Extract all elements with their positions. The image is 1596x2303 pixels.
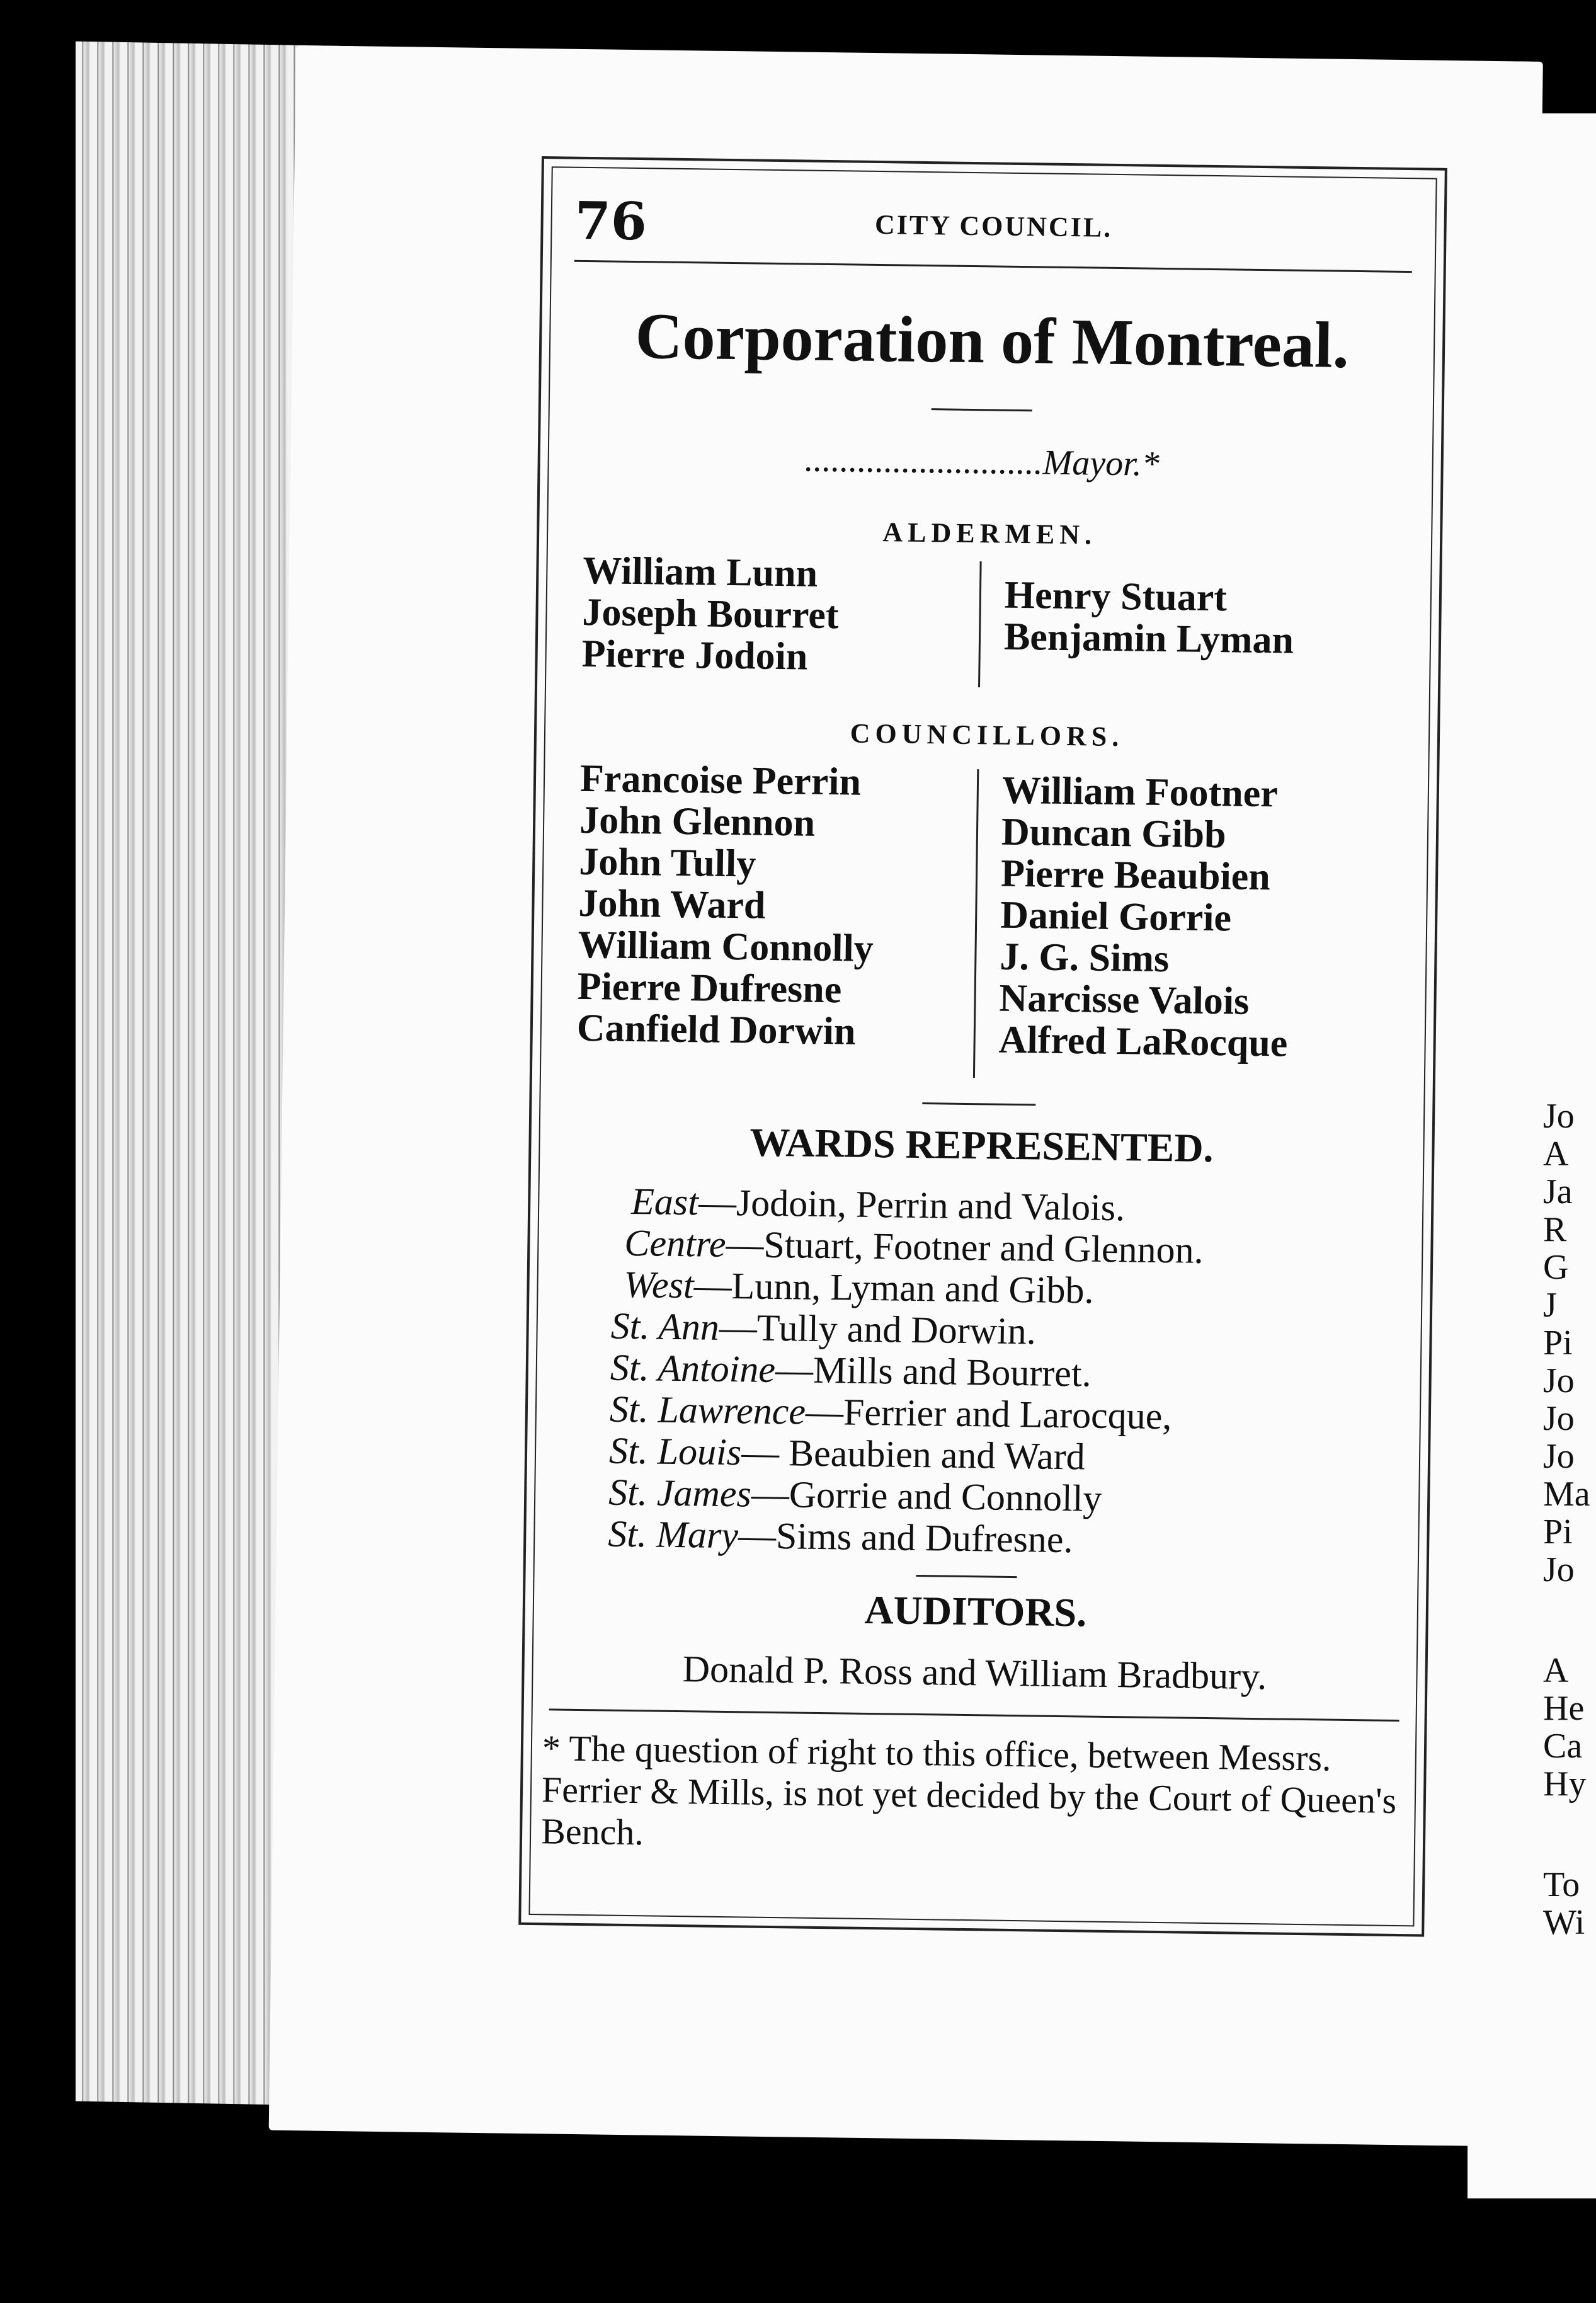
councillors-left-list <box>576 758 875 1053</box>
councillor-name: John Tully <box>578 840 756 886</box>
facing-page-fragment: A <box>1543 1134 1569 1174</box>
wards-list <box>608 1180 1204 1562</box>
councillor-name: Pierre Beaubien <box>1000 852 1271 899</box>
ward-name: St. Antoine <box>610 1346 776 1391</box>
ward-members: —Gorrie and Connolly <box>751 1473 1102 1519</box>
facing-page-fragment: Hy <box>1543 1764 1587 1803</box>
councillors-label: COUNCILLORS. <box>850 717 1124 753</box>
ward-members: — Beaubien and Ward <box>741 1431 1086 1478</box>
alderman-name: Pierre Jodoin <box>581 632 808 678</box>
title-rule <box>932 408 1032 411</box>
ward-members: —Mills and Bourret. <box>775 1349 1092 1395</box>
ward-line <box>609 1430 1201 1479</box>
councillor-name: Pierre Dufresne <box>577 964 842 1012</box>
councillor-name: J. G. Sims <box>999 935 1170 981</box>
ward-name: St. Ann <box>610 1305 720 1348</box>
page-title: Corporation of Montreal. <box>634 299 1350 382</box>
councillors-right-list <box>998 770 1291 1065</box>
ward-name: St. Mary <box>607 1512 739 1557</box>
ward-name: St. Louis <box>608 1429 742 1473</box>
wards-heading: WARDS REPRESENTED. <box>750 1119 1214 1171</box>
facing-page-fragment: A <box>1543 1651 1569 1690</box>
ward-name: West <box>624 1263 695 1306</box>
running-head-title: CITY COUNCIL. <box>874 209 1113 243</box>
facing-page-fragment: Jo <box>1543 1399 1575 1438</box>
councillor-name: John Glennon <box>579 798 816 845</box>
facing-page-fragment: Pi <box>1543 1512 1573 1552</box>
ward-name: St. Lawrence <box>609 1388 806 1432</box>
aldermen-left-list <box>581 550 840 678</box>
ward-members: —Stuart, Footner and Glennon. <box>726 1223 1204 1271</box>
councillor-name: Canfield Dorwin <box>576 1006 856 1053</box>
councillor-name: John Ward <box>578 881 766 927</box>
ward-line <box>608 1472 1200 1521</box>
ward-line <box>608 1513 1200 1562</box>
councillor-name: Francoise Perrin <box>579 757 862 804</box>
ward-members: —Sims and Dufresne. <box>738 1514 1073 1561</box>
auditors-names: Donald P. Ross and William Bradbury. <box>682 1648 1267 1698</box>
running-head <box>574 191 1413 273</box>
facing-page-fragment: Ca <box>1543 1727 1583 1766</box>
councillors-divider <box>973 769 979 1078</box>
page-number: 76 <box>574 190 647 253</box>
councillor-name: Daniel Gorrie <box>1000 893 1232 940</box>
ward-line <box>624 1264 1203 1313</box>
alderman-name: William Lunn <box>582 549 818 595</box>
ward-members: —Ferrier and Larocque, <box>805 1390 1172 1437</box>
councillor-name: William Connolly <box>578 923 874 970</box>
facing-page-fragment: Ja <box>1543 1172 1573 1211</box>
aldermen-label: ALDERMEN. <box>882 517 1097 551</box>
aldermen-right-list <box>1004 574 1295 661</box>
facing-page <box>1468 113 1596 2198</box>
ward-name: East <box>630 1180 699 1223</box>
facing-page-fragment: Pi <box>1543 1323 1573 1363</box>
facing-page-fragment: He <box>1543 1689 1585 1728</box>
facing-page-fragment: Jo <box>1543 1437 1575 1476</box>
facing-page-fragment: J <box>1543 1286 1557 1325</box>
auditors-heading: AUDITORS. <box>864 1587 1087 1635</box>
ward-members: —Tully and Dorwin. <box>719 1306 1037 1352</box>
mayor-line: ...........................Mayor.* <box>804 440 1160 484</box>
ward-line <box>610 1305 1202 1354</box>
facing-page-fragment: Jo <box>1543 1550 1575 1589</box>
section-rule <box>922 1102 1035 1106</box>
footnote-rule <box>549 1708 1399 1722</box>
alderman-name: Joseph Bourret <box>582 590 839 637</box>
facing-page-fragment: To <box>1543 1865 1580 1904</box>
aldermen-divider <box>978 561 982 687</box>
ward-name: Centre <box>624 1221 726 1265</box>
facing-page-fragment: Jo <box>1543 1361 1575 1400</box>
councillor-name: Duncan Gibb <box>1001 810 1227 857</box>
footnote: * The question of right to this office, between Messrs. Ferrier & Mills, is not yet decided by the Court of Queen's Bench. <box>540 1727 1397 1853</box>
ward-members: —Lunn, Lyman and Gibb. <box>693 1264 1094 1312</box>
facing-page-fragment: R <box>1543 1210 1567 1249</box>
alderman-name: Benjamin Lyman <box>1003 615 1294 662</box>
ward-line <box>610 1347 1202 1396</box>
facing-page-fragment: G <box>1543 1248 1569 1287</box>
ward-line <box>624 1222 1204 1271</box>
facing-page-fragment: Jo <box>1543 1097 1575 1136</box>
facing-page-fragment: Wi <box>1543 1903 1585 1942</box>
ward-line <box>631 1180 1204 1230</box>
councillor-name: Alfred LaRocque <box>998 1018 1288 1065</box>
ward-name: St. James <box>608 1471 752 1515</box>
section-rule <box>916 1575 1017 1578</box>
ward-line <box>610 1388 1202 1437</box>
councillor-name: Narcisse Valois <box>999 976 1250 1023</box>
ward-members: —Jodoin, Perrin and Valois. <box>698 1181 1126 1229</box>
facing-page-fragment: Ma <box>1543 1475 1590 1514</box>
alderman-name: Henry Stuart <box>1004 573 1228 620</box>
page-frame <box>518 156 1447 1937</box>
councillor-name: William Footner <box>1001 769 1279 816</box>
